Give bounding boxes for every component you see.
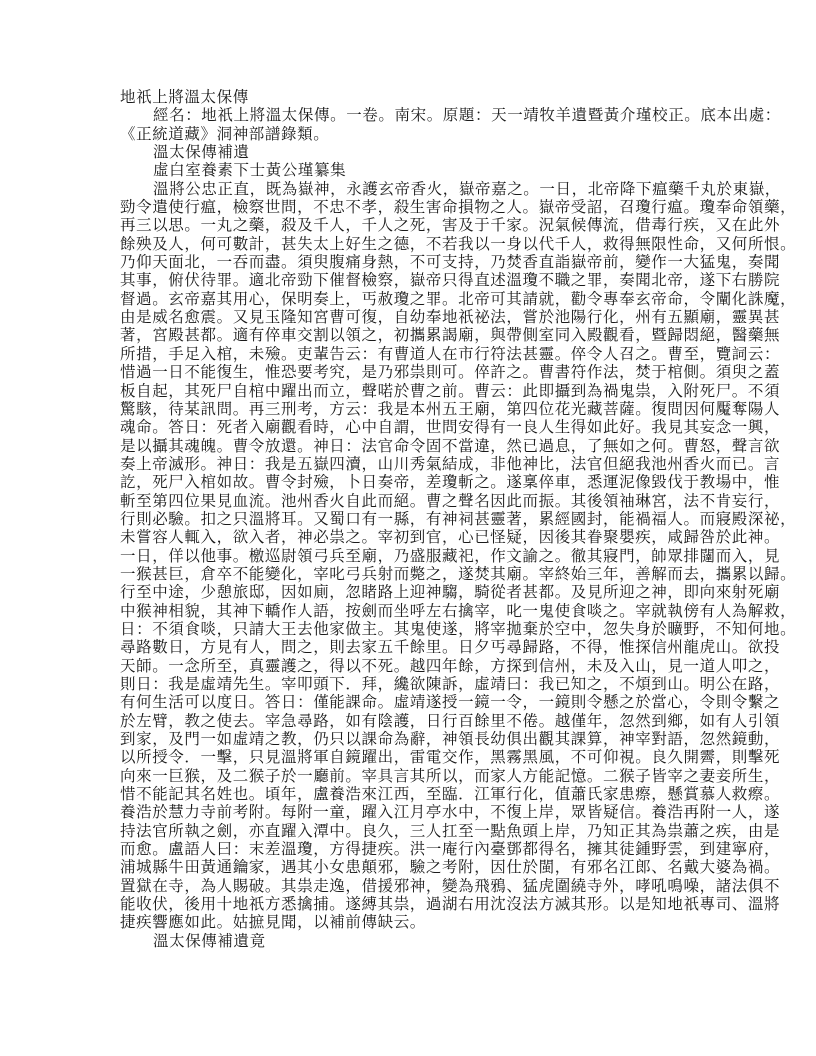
text-line: 浦城縣牛田黃通鑰家，遇其小女患顛邪，驗之考附，因仕於閩，有邪名江郎、名戴大婆為禍。 [120, 858, 781, 877]
text-line: 向來一巨猴，及二猴子於一廳前。宰具言其所以，而家人方能記憶。二猴子皆宰之妻妾所生， [120, 766, 781, 785]
text-line: 督過。玄帝嘉其用心，保明奏上，丐赦瓊之罪。北帝可其請就，勸令專奉玄帝命，令闡化誅魔， [120, 289, 797, 308]
text-line: 板自起，其死尸自棺中躍出而立，聲喏於曹之前。曹云：此即攝到為禍鬼祟，入附死尸。不須 [120, 381, 781, 400]
text-line: 惜過一日不能復生，惟恐要考究，是乃邪祟則可。倅許之。曹書符作法，焚于棺側。須臾之蓋 [120, 363, 781, 382]
text-line: 以所授令．一擊，只見溫將軍自鏡躍出，雷電交作，黑霧黑風，不可仰視。良久開霽，則擊死 [120, 748, 781, 767]
text-line: 一日，佯以他事。檄巡尉領弓兵至廟，乃盛服藏祀，作文諭之。徹其寢門，帥眾排闥而入，見 [120, 546, 781, 565]
text-line: 而愈。盧語人曰：末差溫瓊，方得捷疾。洪一庵行內臺鄧都得名，擁其徒鍾野雲，到建寧府， [120, 840, 781, 859]
text-line: 置獄在寺，為人賜破。其祟走逸，借援邪神，變為飛鴉、猛虎圍繞寺外，哮吼鳴噪，諸法俱不 [120, 876, 781, 895]
text-line: 則日：我是虛靖先生。宰叩頭下．拜，纔欲陳訴，虛靖曰：我已知之，不煩到山。明公在路， [120, 675, 781, 693]
text-line: 尋路數日，方見有人，問之，則去家五千餘里。日夕丐尋歸路，不得，惟探信州龍虎山。欲投 [120, 638, 781, 657]
text-line: 持法官所執之劍，亦直躍入潭中。良久，三人扛至一點魚頭上岸，乃知正其為祟蕭之疾，由是 [120, 821, 781, 840]
text-line: 由是威名愈震。又見玉隆知宮曹可復，自幼奉地祇祕法，嘗於池陽行化，州有五顯廟，靈異甚 [120, 308, 781, 327]
text-line: 行至中途，少憩旅邸，因如廁，忽睹路上迎神騶，騎從者甚都。及見所迎之神，即向來射死廟 [120, 583, 781, 602]
text-line: 一猴甚巨，倉卒不能變化，宰叱弓兵射而斃之，遂焚其廟。宰終始三年，善解而去，攜累以歸。 [120, 564, 797, 583]
document-page [120, 88, 797, 950]
text-line: 奏上帝滅形。神日：我是五嶽四瀆，山川秀氣結成，非他神比，法官但絕我池州香火而已。言 [120, 454, 781, 473]
text-line: 日：不須食啖，只請大王去他家做主。其鬼使遂，將宰拋棄於空中，忽失身於曠野，不知何地。 [120, 619, 797, 638]
text-line: 到家，及門一如虛靖之教，仍只以課命為辭，神領長幼俱出觀其課算，神宰對語，忽然鏡動， [120, 730, 781, 749]
text-line: 魂命。答日：死者入廟觀看時，心中自謂，世問安得有一良人生得如此好。我見其妄念一興， [120, 418, 781, 437]
text-line: 行則必驗。扣之只溫將耳。又蜀口有一縣，有神祠甚靈著，累經國封，能禍福人。而寢殿深祕， [120, 509, 797, 528]
text-line: 再三以思。一丸之藥，殺及千人，千人之死，害及于千家。況氣候傳流，借毒行疾，又在此外 [120, 216, 781, 235]
text-line: 未嘗容人輒入，欲入者，神必祟之。宰初到官，心已怪疑，因後其眷聚嬰疾，咸歸咎於此神。 [120, 528, 781, 547]
text-line: 經名：地祇上將溫太保傳。一卷。南宋。原題：天一靖牧羊遺暨黃介瑾校正。底本出處： [153, 106, 781, 125]
text-line: 溫將公忠正直，既為嶽神，永護玄帝香火，嶽帝嘉之。一日，北帝降下瘟藥千丸於東嶽， [153, 179, 781, 198]
text-line: 斬至第四位果見血流。池州香火自此而絕。曹之聲名因此而振。其後領袖琳宮，法不肯妄行， [120, 491, 781, 510]
text-line: 虛白室養素下士黃公瑾纂集 [153, 161, 347, 180]
text-line: 其事，俯伏待罪。適北帝勁下催督檢察，嶽帝只得直述溫瓊不職之罪，奏聞北帝，遂下右勝院 [120, 271, 781, 290]
text-line: 驚駭，待某訊問。再三刑考，方云：我是本州五王廟，第四位花光藏菩薩。復問因何魘奪陽人 [120, 399, 781, 418]
document-title: 地祇上將溫太保傳 [120, 88, 249, 106]
text-line: 於左臂，教之使去。宰急尋路，如有陰護，日行百餘里不倦。越僅年，忽然到鄉，如有人引領 [120, 711, 781, 730]
text-line: 惜不能記其名姓也。頃年，盧養浩來江西，至臨．江軍行化，值蕭氏家患瘵，懸賞慕人救瘵。 [120, 785, 781, 804]
text-line: 溫太保傳補遺 [153, 143, 250, 162]
text-line: 所措，手足入棺，未殮。吏輩告云：有曹道人在市行符法甚靈。倅令人召之。曹至，覽詞云： [120, 344, 781, 363]
text-line: 乃仰天面北，一吞而盡。須臾腹痛身熱，不可支持，乃焚香直詣嶽帝前，變作一大猛鬼，奏聞 [120, 253, 781, 272]
text-line: 溫太保傳補遺竟 [153, 931, 266, 950]
text-line: 能收伏，後用十地祇方悉擒捕。遂縛其祟，過湖右用沈沒法方滅其形。以是知地祇專司、溫將 [120, 895, 781, 914]
text-line: 餘殃及人，何可數計，甚失太上好生之德，不若我以一身以代千人，救得無限性命，又何所恨。 [120, 234, 797, 253]
text-line: 《正統道藏》洞神部譜錄類。 [120, 124, 330, 143]
text-line: 有何生活可以度日。答日：僅能課命。虛靖遂授一鏡一令，一鏡則令懸之於當心，令則令繫之 [120, 693, 781, 712]
text-line: 勁令遣使行瘟，檢察世問，不忠不孝，殺生害命損物之人。嶽帝受詔，召瓊行瘟。瓊奉命領藥， [120, 198, 797, 217]
text-line: 是以攝其魂魄。曹令放還。神日：法官命令固不當違，然已過息，了無如之何。曹怒，聲言欲 [120, 436, 781, 455]
text-line: 天師。一念所至，真靈護之，得以不死。越四年餘，方探到信州，未及入山，見一道人叩之， [120, 656, 781, 675]
text-line: 中猴神相貌，其神下轎作人語，按劍而坐呼左右擒宰，叱一鬼使食啖之。宰就執傍有人為解救， [120, 601, 797, 620]
text-line: 著，宮殿甚都。適有倅車交割以領之，初攜累謁廟，與帶側室同入殿觀看，暨歸悶絕，醫藥無 [120, 326, 781, 345]
text-line: 訖，死尸入棺如故。曹令封殮，卜日奏帝，差瓊斬之。遂稟倅車，悉運泥像毀伐于教場中，惟 [120, 473, 781, 492]
text-line: 養浩於慧力寺前考附。每附一童，躍入江月亭水中，不復上岸，眾皆疑信。養浩再附一人，遂 [120, 803, 781, 822]
text-line: 捷疾響應如此。姑摭見聞，以補前傳缺云。 [120, 913, 426, 932]
